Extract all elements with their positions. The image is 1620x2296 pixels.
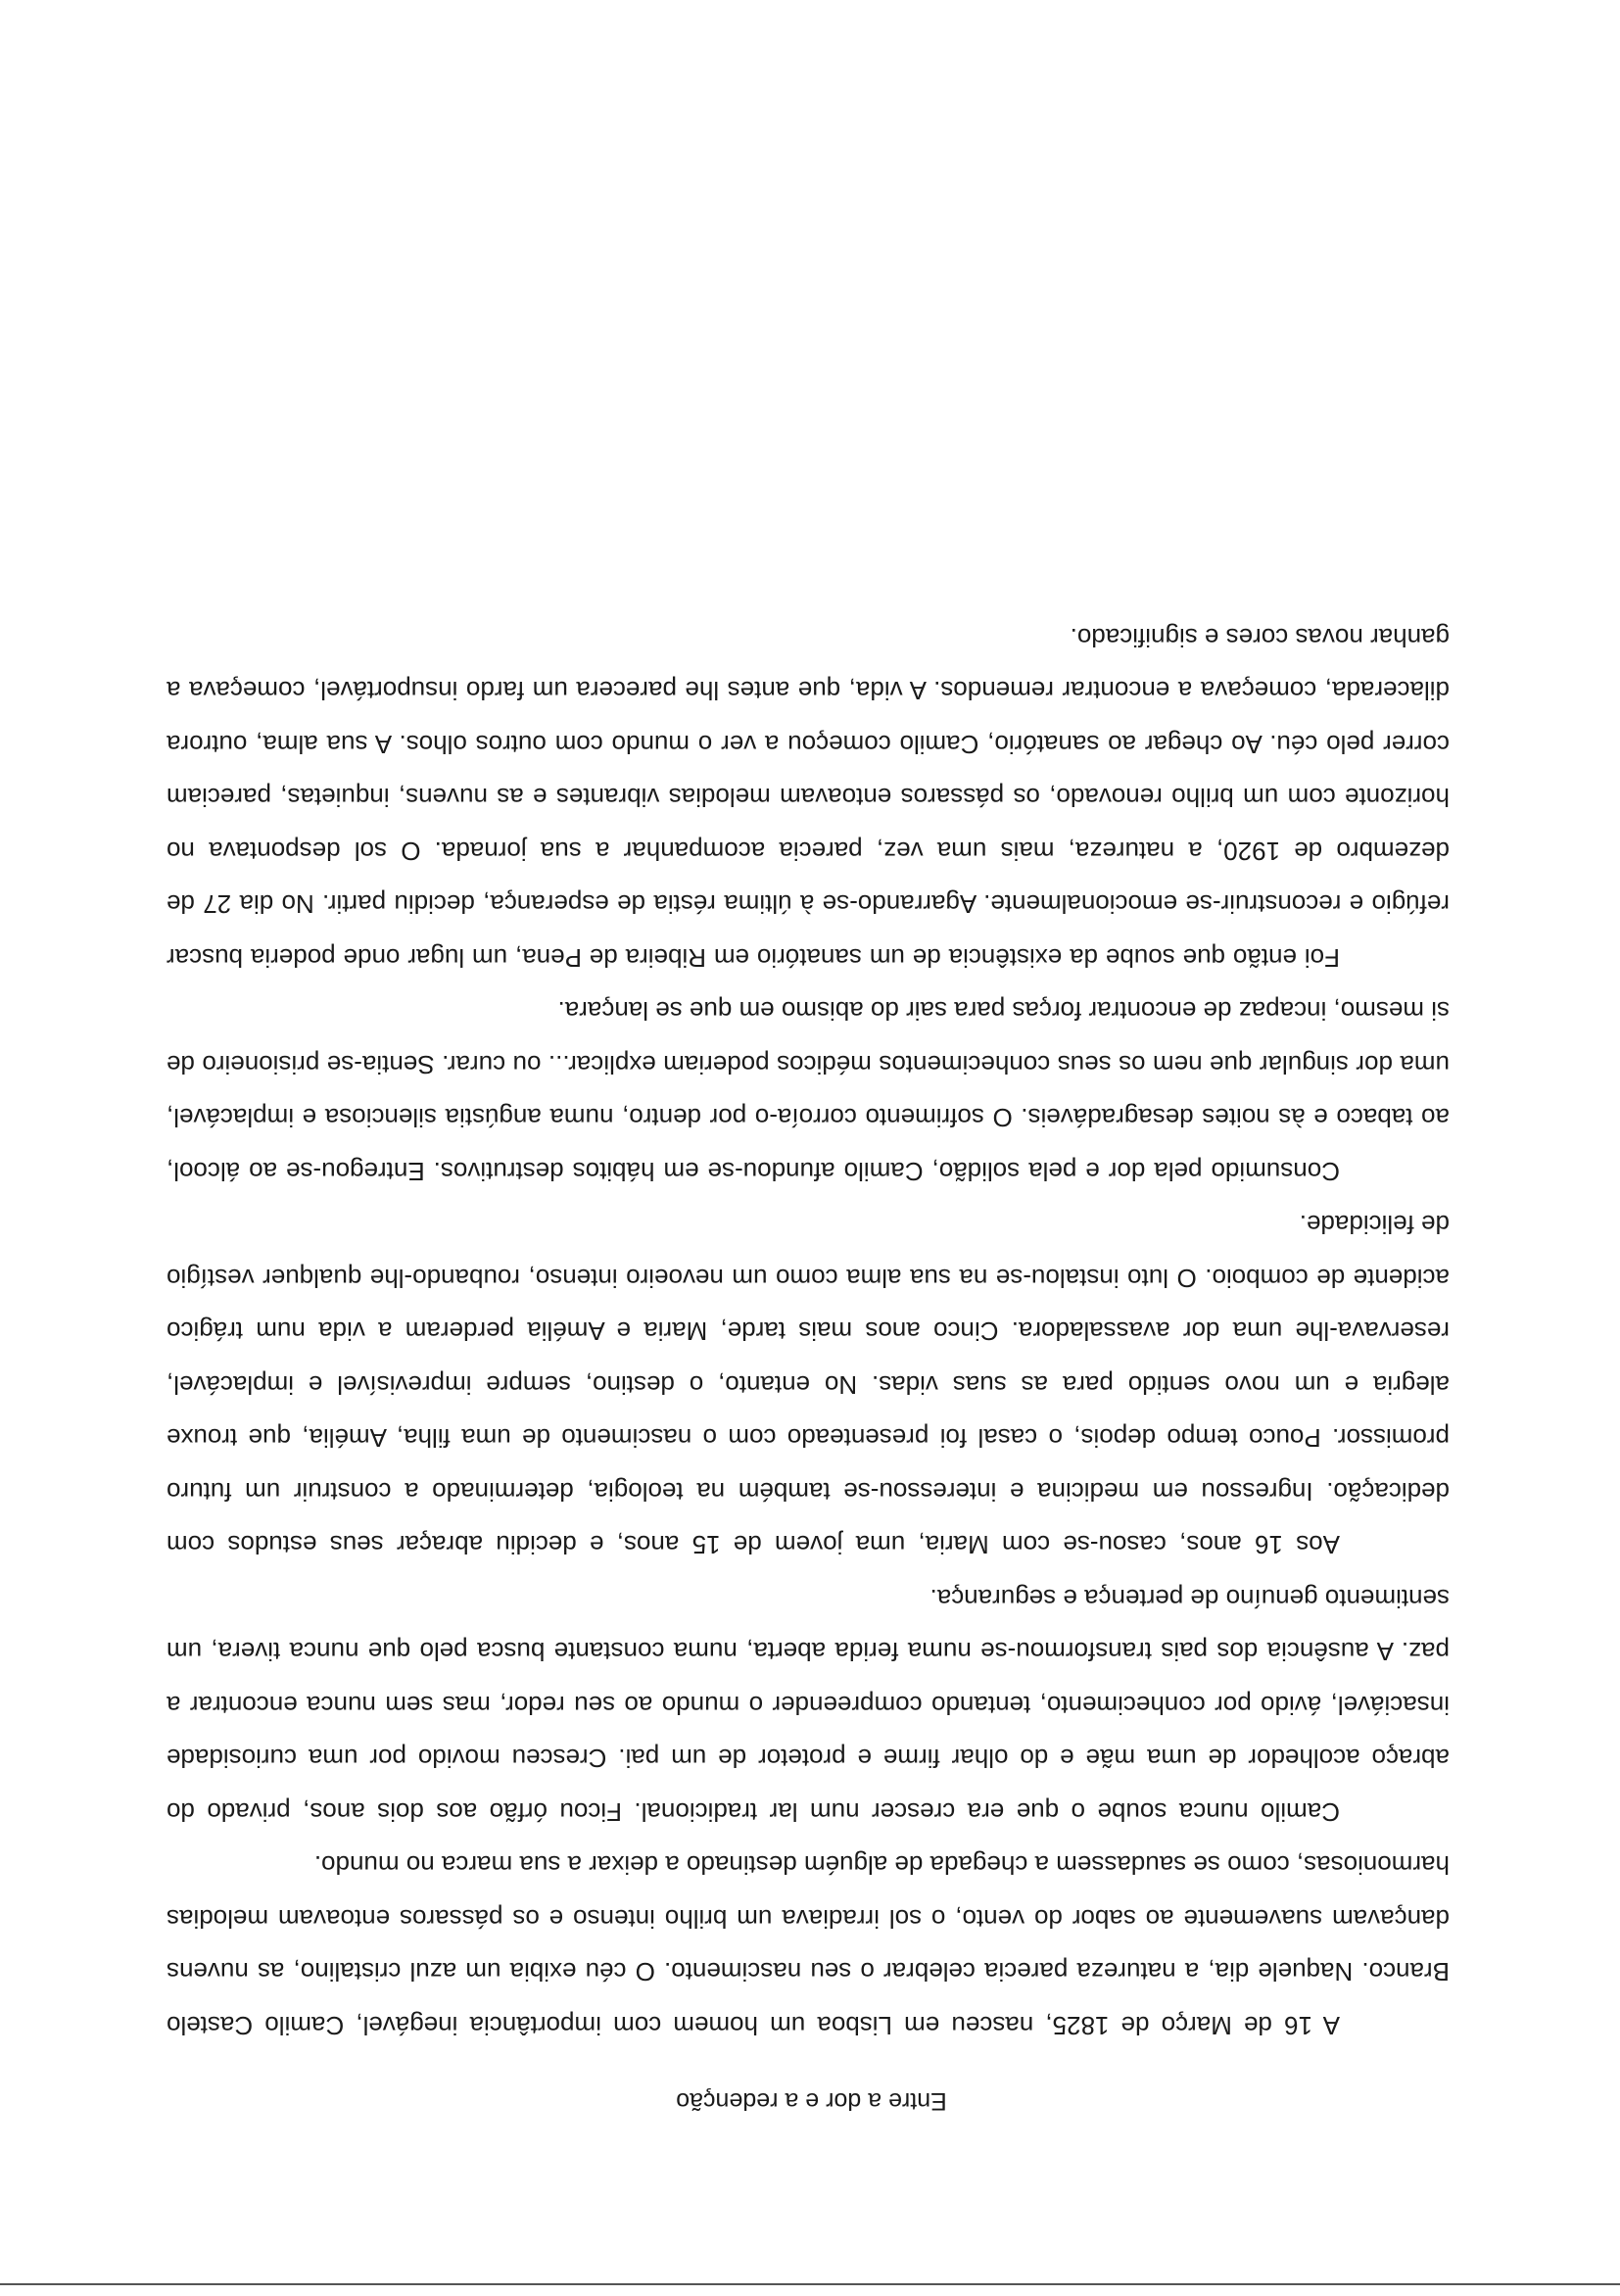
paragraph-2: Camilo nunca soube o que era crescer num lar tradicional. Ficou órfão aos dois anos, privado do abraço acolhedor de uma mãe e do olhar firme e protetor de um pai. Cresceu movido por uma curiosidade insaciável, ávido por conhecimento, tentando compreender o mundo ao seu redor, mas sem nunca encontrar a paz. A ausência dos pais transformou-se numa ferida aberta, numa constante busca pelo que nunca tivera, um sentimento genuíno de pertença e segurança. xyxy=(167,1584,1450,1827)
paragraph-1: A 16 de Março de 1825, nasceu em Lisboa um homem com importância inegável, Camilo Castelo Branco. Naquele dia, a natureza parecia celebrar o seu nascimento. O céu exibia um azul cristalino, as nuvens dançavam suavemente ao sabor do vento, o sol irradiava um brilho intenso e os pássaros entoavam melodias harmoniosas, como se saudassem a chegada de alguém destinado a deixar a sua marca no mundo. xyxy=(167,1850,1450,2040)
paragraph-4: Consumido pela dor e pela solidão, Camilo afundou-se em hábitos destrutivos. Entregou-se ao álcool, ao tabaco e às noites desagradáveis. O sofrimento corroía-o por dentro, numa angústia silenciosa e implacável, uma dor singular que nem os seus conhecimentos médicos poderiam explicar... ou curar. Sentia-se prisioneiro de si mesmo, incapaz de encontrar forças para sair do abismo em que se lançara. xyxy=(167,996,1450,1186)
scan-edge-line xyxy=(0,2283,1620,2285)
document-body xyxy=(0,611,1450,2119)
paragraph-3: Aos 16 anos, casou-se com Maria, uma jovem de 15 anos, e decidiu abraçar seus estudos com dedicação. Ingressou em medicina e interessou-se também na teologia, determinado a construir um futuro promissor. Pouco tempo depois, o casal foi presenteado com o nascimento de uma filha, Amélia, que trouxe alegria e um novo sentido para as suas vidas. No entanto, o destino, sempre imprevisível e implacável, reservava-lhe uma dor avassaladora. Cinco anos mais tarde, Maria e Amélia perderam a vida num trágico acidente de comboio. O luto instalou-se na sua alma como um nevoeiro intenso, roubando-lhe qualquer vestígio de felicidade. xyxy=(167,1210,1450,1560)
paragraph-5: Foi então que soube da existência de um sanatório em Ribeira de Pena, um lugar onde poderia buscar refúgio e reconstruir-se emocionalmente. Agarrando-se à última réstia de esperança, decidiu partir. No dia 27 de dezembro de 1920, a natureza, mais uma vez, parecia acompanhar a sua jornada. O sol despontava no horizonte com um brilho renovado, os pássaros entoavam melodias vibrantes e as nuvens, inquietas, pareciam correr pelo céu. Ao chegar ao sanatório, Camilo começou a ver o mundo com outros olhos. A sua alma, outrora dilacerada, começava a encontrar remendos. A vida, que antes lhe parecera um fardo insuportável, começava a ganhar novas cores e significado. xyxy=(167,623,1450,973)
document-title: Entre a dor e a redenção xyxy=(676,2087,947,2115)
